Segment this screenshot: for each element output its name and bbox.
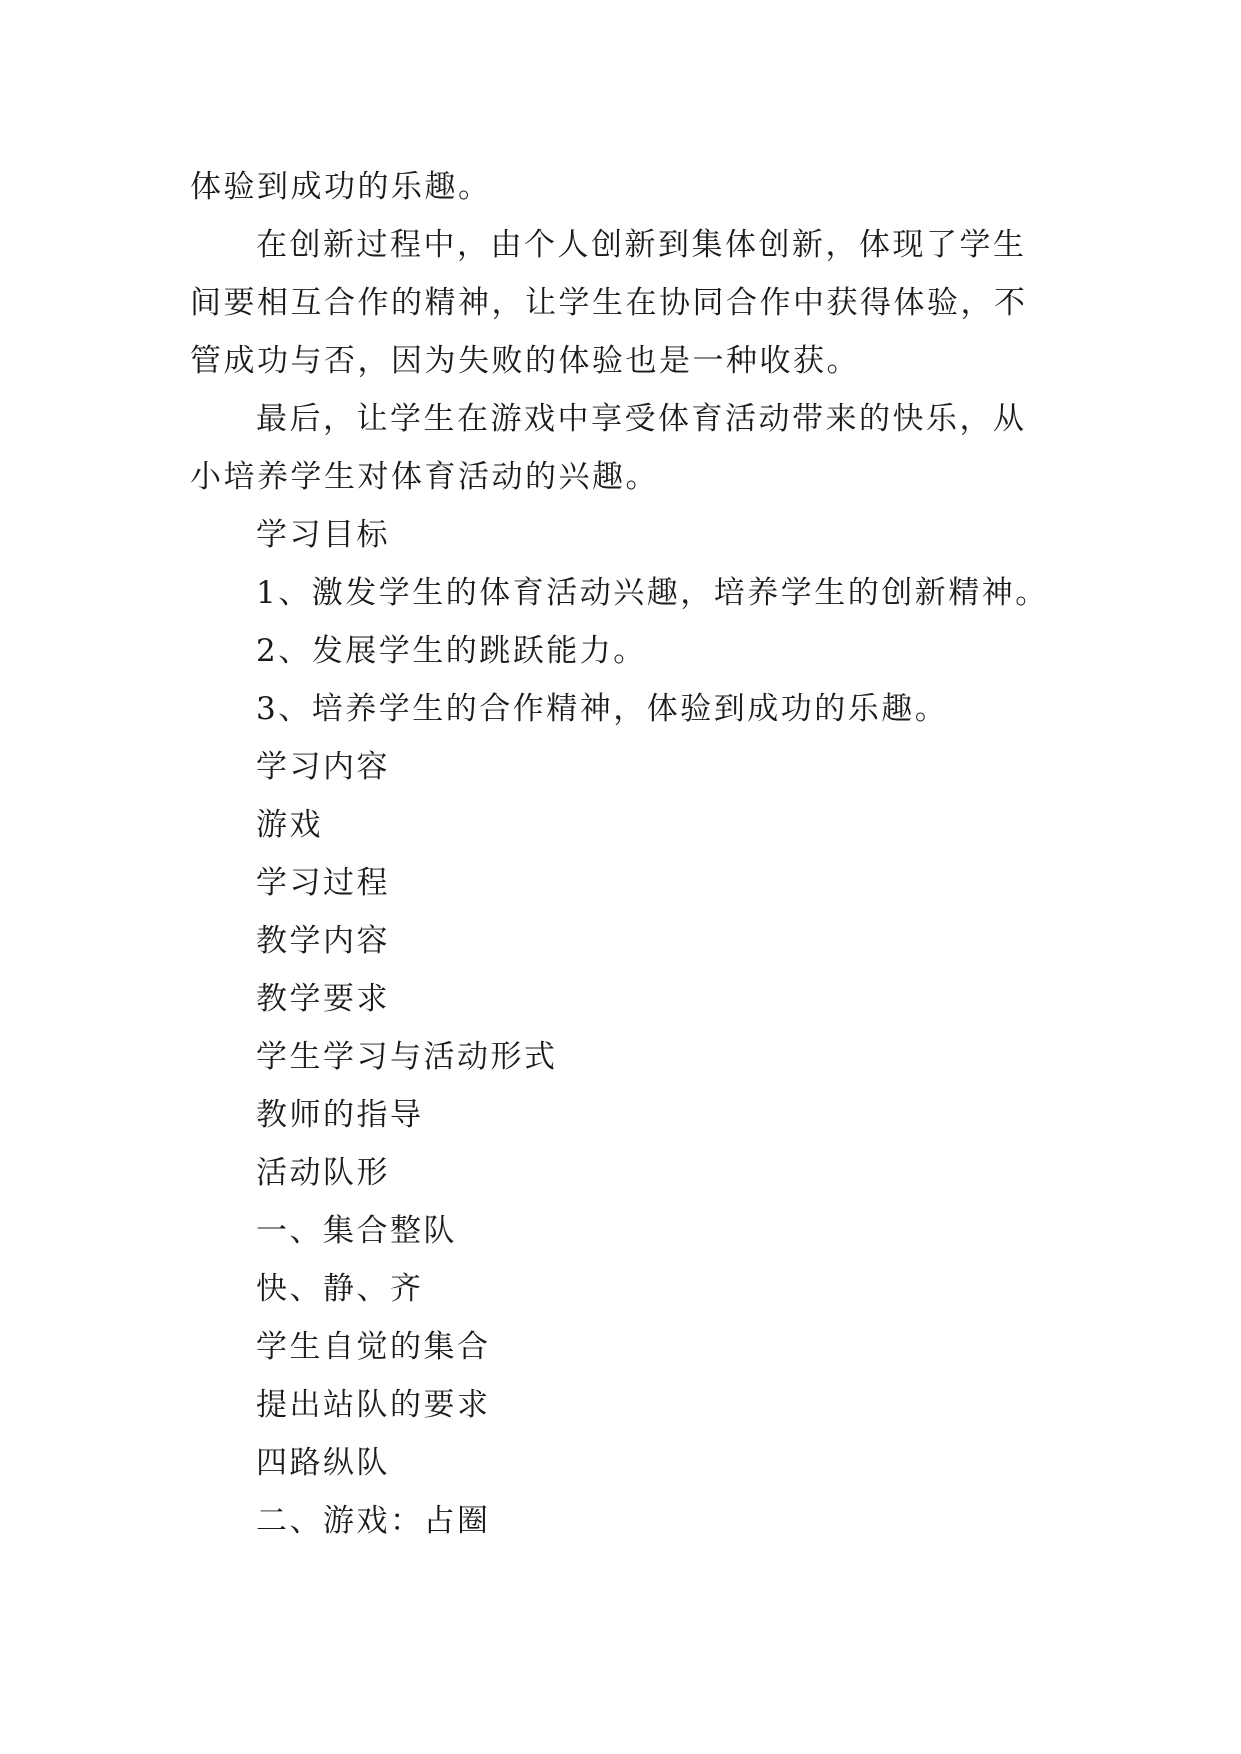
heading-learning-process: 学习过程 — [256, 865, 390, 901]
section-game-circle: 二、游戏：占圈 — [256, 1503, 491, 1539]
content-game: 游戏 — [256, 807, 323, 843]
section-assembly: 一、集合整队 — [256, 1213, 457, 1249]
goal-item-3: 3、培养学生的合作精神，体验到成功的乐趣。 — [256, 691, 949, 727]
label-student-activity-form: 学生学习与活动形式 — [256, 1039, 558, 1075]
heading-learning-content: 学习内容 — [256, 749, 390, 785]
label-teaching-requirements: 教学要求 — [256, 981, 390, 1017]
document-body — [190, 158, 1050, 1550]
heading-learning-goals: 学习目标 — [256, 517, 390, 553]
label-teaching-content: 教学内容 — [256, 923, 390, 959]
paragraph-innovation-process: 在创新过程中，由个人创新到集体创新，体现了学生间要相互合作的精神，让学生在协同合作中获得体验，不管成功与否，因为失败的体验也是一种收获。 — [190, 227, 1028, 379]
paragraph-continuation: 体验到成功的乐趣。 — [190, 169, 492, 205]
assembly-student-action: 学生自觉的集合 — [256, 1329, 491, 1365]
goal-item-2: 2、发展学生的跳跃能力。 — [256, 633, 647, 669]
assembly-requirement: 快、静、齐 — [256, 1271, 424, 1307]
assembly-formation: 四路纵队 — [256, 1445, 390, 1481]
assembly-teacher-action: 提出站队的要求 — [256, 1387, 491, 1423]
goal-item-1: 1、激发学生的体育活动兴趣，培养学生的创新精神。 — [256, 575, 1049, 611]
label-activity-formation: 活动队形 — [256, 1155, 390, 1191]
paragraph-conclusion: 最后，让学生在游戏中享受体育活动带来的快乐，从小培养学生对体育活动的兴趣。 — [190, 401, 1027, 495]
label-teacher-guidance: 教师的指导 — [256, 1097, 424, 1133]
